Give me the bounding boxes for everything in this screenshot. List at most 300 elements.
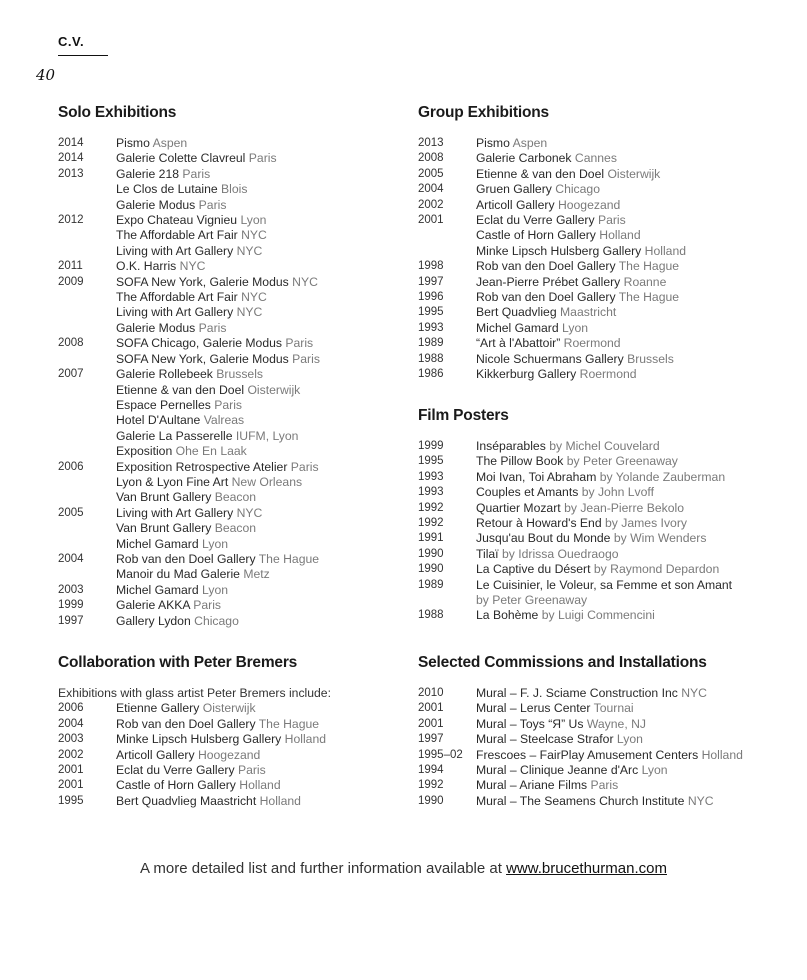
entry-location: by Peter Greenaway — [566, 454, 678, 469]
entry-text — [116, 567, 398, 582]
list-item — [418, 608, 788, 623]
entry-text — [476, 213, 788, 228]
list-item — [418, 275, 788, 290]
entry-name: Manoir du Mad Galerie — [116, 567, 240, 582]
entry-year: 2004 — [418, 183, 444, 196]
entry-year: 2006 — [58, 460, 84, 473]
entry-text — [116, 794, 398, 809]
list-item — [58, 151, 398, 166]
entry-year: 1995–02 — [418, 748, 463, 761]
entry-text — [116, 213, 398, 228]
entry-year — [58, 398, 116, 413]
entry-year: 1988 — [418, 352, 444, 365]
entry-name: Galerie Carbonek — [476, 151, 572, 166]
entry-text — [116, 521, 398, 536]
solo-exhibitions-section — [58, 104, 398, 629]
entry-text — [116, 552, 398, 567]
entry-name: The Pillow Book — [476, 454, 564, 469]
section-title: Film Posters — [418, 407, 509, 424]
entry-year: 1988 — [418, 609, 444, 622]
entry-text — [116, 244, 398, 259]
list-item — [418, 501, 788, 516]
entry-year: 1986 — [418, 368, 444, 381]
section-title: Solo Exhibitions — [58, 104, 177, 121]
entry-text — [116, 732, 398, 747]
entry-name: Jusqu'au Bout du Monde — [476, 531, 611, 546]
entry-location: Lyon — [616, 732, 643, 747]
entry-text — [476, 290, 788, 305]
entry-text — [116, 444, 398, 459]
entry-text — [116, 475, 398, 490]
list-item — [58, 367, 398, 382]
entry-location: Lyon — [202, 536, 229, 551]
entry-location: NYC — [236, 305, 263, 320]
list-item — [418, 228, 788, 243]
entry-name: Living with Art Gallery — [116, 243, 234, 258]
entry-location: NYC — [241, 290, 267, 305]
entry-name: Mural – The Seamens Church Institute — [476, 793, 685, 808]
entry-location: The Hague — [258, 716, 320, 731]
entry-location: Lyon — [641, 763, 668, 778]
entry-location: by Luigi Commencini — [541, 608, 655, 623]
entry-year: 1995 — [58, 794, 84, 807]
entry-year — [58, 321, 116, 336]
entry-text — [116, 717, 398, 732]
entry-name: Nicole Schuermans Gallery — [476, 351, 624, 366]
entry-year — [58, 475, 116, 490]
entry-text — [116, 490, 398, 505]
list-item — [418, 352, 788, 367]
entry-text — [116, 763, 398, 778]
list-item — [58, 763, 398, 778]
list-item — [418, 732, 788, 747]
entry-text — [116, 748, 398, 763]
entry-text — [476, 732, 788, 747]
entry-name: Hotel D'Aultane — [116, 413, 201, 428]
entry-text — [116, 182, 398, 197]
entry-name: Minke Lipsch Hulsberg Gallery — [116, 732, 282, 747]
entry-name: Galerie Modus — [116, 320, 196, 335]
entry-year: 2014 — [58, 137, 84, 149]
entry-name: Michel Gamard — [116, 536, 199, 551]
entry-name: Eclat du Verre Gallery — [116, 763, 235, 778]
entry-year — [418, 244, 476, 259]
entry-name: Le Clos de Lutaine — [116, 182, 218, 197]
entry-text — [116, 598, 398, 613]
entry-name: Jean-Pierre Prébet Gallery — [476, 274, 621, 289]
entry-location: by Idrissa Ouedraogo — [501, 546, 619, 561]
entry-text — [116, 167, 398, 182]
entry-year: 1997 — [418, 733, 444, 746]
list-item — [58, 490, 398, 505]
entry-text — [116, 614, 398, 629]
entry-text — [476, 198, 788, 213]
list-item — [418, 717, 788, 732]
entry-location: by Michel Couvelard — [549, 439, 660, 453]
entry-location: The Hague — [618, 290, 680, 305]
list-item — [418, 336, 788, 351]
entry-text — [476, 275, 788, 290]
entry-location: Holland — [284, 732, 327, 747]
entry-text — [116, 151, 398, 166]
entry-location: NYC — [292, 274, 318, 289]
entry-year: 2011 — [58, 260, 83, 273]
entry-year: 1999 — [58, 599, 84, 612]
entry-name: La Captive du Désert — [476, 562, 591, 577]
entry-year: 2008 — [418, 152, 444, 165]
entry-location: Paris — [198, 320, 227, 335]
list-item — [58, 259, 398, 274]
entry-year: 1991 — [418, 532, 444, 545]
list-item — [58, 537, 398, 552]
entry-location: NYC — [681, 686, 707, 700]
list-item — [58, 567, 398, 582]
entry-location: Wayne, NJ — [586, 716, 646, 731]
section-title: Selected Commissions and Installations — [418, 654, 707, 671]
entry-name: Galerie Rollebeek — [116, 367, 213, 382]
entry-name: Gruen Gallery — [476, 182, 552, 197]
entry-name: Exposition Retrospective Atelier — [116, 459, 288, 474]
entry-text — [476, 717, 788, 732]
list-item — [58, 213, 398, 228]
entry-text — [476, 547, 788, 562]
list-item — [418, 547, 788, 562]
entry-name: Eclat du Verre Gallery — [476, 213, 595, 228]
list-item — [58, 398, 398, 413]
list-item — [58, 305, 398, 320]
entry-location: Hoogezand — [197, 747, 261, 762]
entry-location: by Peter Greenaway — [476, 593, 588, 608]
cv-underline — [58, 55, 108, 56]
entry-text — [116, 429, 398, 444]
entry-text — [116, 383, 398, 398]
list-item — [58, 778, 398, 793]
entry-year: 1999 — [418, 440, 444, 452]
footer-text: A more detailed list and further information available at — [140, 860, 502, 877]
entry-name: Minke Lipsch Hulsberg Gallery — [476, 243, 642, 258]
entry-text — [116, 367, 398, 382]
entry-text — [476, 501, 788, 516]
entry-year: 1989 — [418, 337, 444, 350]
entry-text — [476, 259, 788, 274]
list-item — [58, 552, 398, 567]
entry-location: Paris — [248, 151, 277, 166]
entry-name: O.K. Harris — [116, 259, 177, 274]
entry-year — [418, 228, 476, 243]
entry-location: Paris — [285, 336, 314, 351]
list-item — [58, 383, 398, 398]
entry-year — [58, 198, 116, 213]
entry-text — [116, 701, 398, 716]
entry-year — [58, 567, 116, 582]
entry-name: Mural – Lerus Center — [476, 701, 591, 716]
entry-year: 2014 — [58, 152, 84, 165]
entry-location: Holland — [644, 243, 687, 258]
list-item — [58, 506, 398, 521]
cv-label: C.V. — [58, 34, 85, 49]
entry-location: Paris — [292, 351, 320, 366]
list-item — [418, 748, 788, 763]
entry-name: Mural – F. J. Sciame Construction Inc — [476, 686, 678, 700]
entry-name: Galerie 218 — [116, 166, 180, 181]
entry-name: Frescoes – FairPlay Amusement Centers — [476, 747, 699, 762]
entry-year — [58, 521, 116, 536]
list-item — [418, 701, 788, 716]
entry-year: 2010 — [418, 687, 444, 699]
entry-year: 2004 — [58, 552, 84, 565]
entry-text — [476, 352, 788, 367]
entry-location: IUFM, Lyon — [235, 428, 299, 443]
list-item — [418, 794, 788, 809]
list-item — [418, 290, 788, 305]
entry-text — [116, 778, 398, 793]
entry-name: Michel Gamard — [476, 320, 559, 335]
list-item — [58, 583, 398, 598]
list-item — [58, 732, 398, 747]
entry-text — [476, 336, 788, 351]
section-title: Collaboration with Peter Bremers — [58, 654, 298, 671]
entry-name: Inséparables — [476, 439, 546, 453]
entry-location: Roermond — [579, 367, 637, 382]
entry-year: 2009 — [58, 275, 84, 288]
entry-year — [58, 429, 116, 444]
list-item — [58, 701, 398, 716]
entry-name: Living with Art Gallery — [116, 505, 234, 520]
list-item — [58, 614, 398, 629]
entry-year: 1993 — [418, 470, 444, 483]
entry-name: Rob van den Doel Gallery — [116, 551, 256, 566]
entry-text — [476, 485, 788, 500]
entry-location: Blois — [221, 182, 248, 197]
list-item — [58, 748, 398, 763]
entry-year — [58, 182, 116, 197]
list-item — [418, 562, 788, 577]
entry-name: Le Cuisinier, le Voleur, sa Femme et son Amant — [476, 577, 733, 592]
website-link[interactable]: www.brucethurman.com — [506, 860, 667, 877]
entry-location: Lyon — [202, 582, 229, 597]
entry-name: The Affordable Art Fair — [116, 290, 238, 305]
entry-text — [476, 763, 788, 778]
entry-location: by Jean-Pierre Bekolo — [564, 500, 684, 515]
entry-name: Kikkerburg Gallery — [476, 367, 577, 382]
entry-location: Paris — [182, 166, 211, 181]
entry-location: NYC — [236, 505, 263, 520]
entry-location: by James Ivory — [605, 516, 687, 531]
entry-text — [116, 136, 398, 151]
list-item — [418, 167, 788, 182]
entry-location: Oisterwijk — [607, 166, 661, 181]
list-item — [418, 136, 788, 151]
entry-name: Gallery Lydon — [116, 613, 191, 628]
entry-year — [58, 537, 116, 552]
entry-year: 2006 — [58, 702, 84, 715]
entry-year: 1989 — [418, 578, 444, 591]
list-item — [418, 578, 788, 593]
list-item — [58, 290, 398, 305]
entry-location: Paris — [193, 598, 222, 613]
entry-location: Holland — [599, 228, 641, 243]
list-item — [418, 151, 788, 166]
list-item — [418, 259, 788, 274]
entry-text — [116, 537, 398, 552]
entry-location: Maastricht — [560, 305, 617, 320]
entry-name: Etienne & van den Doel — [116, 382, 245, 397]
entry-text — [116, 275, 398, 290]
entry-location: by Raymond Depardon — [593, 562, 720, 577]
entry-name: Moi Ivan, Toi Abraham — [476, 469, 597, 484]
list-item — [418, 516, 788, 531]
entry-year: 2001 — [58, 779, 84, 792]
entry-text — [476, 136, 788, 151]
list-item — [418, 485, 788, 500]
entry-year: 2001 — [418, 214, 444, 227]
entry-year: 1990 — [418, 794, 444, 807]
entry-location: NYC — [179, 259, 206, 274]
entry-name: Rob van den Doel Gallery — [476, 290, 616, 305]
entry-name: SOFA Chicago, Galerie Modus — [116, 336, 282, 351]
entry-text — [116, 290, 398, 305]
list-item — [418, 593, 788, 608]
entry-location: Chicago — [555, 182, 600, 197]
entry-text — [476, 794, 788, 809]
list-item — [58, 413, 398, 428]
entry-text — [116, 398, 398, 413]
entry-year — [58, 290, 116, 305]
entry-text — [476, 305, 788, 320]
list-item — [418, 470, 788, 485]
entry-text — [476, 778, 788, 793]
entry-location: Oisterwijk — [202, 701, 256, 716]
list-item — [58, 352, 398, 367]
entry-text — [476, 244, 788, 259]
list-item — [418, 213, 788, 228]
entry-location: Cannes — [574, 151, 617, 166]
entry-year: 1992 — [418, 517, 444, 530]
entry-location: Brussels — [216, 367, 264, 382]
list-item — [58, 275, 398, 290]
entry-location: Paris — [214, 397, 243, 412]
entry-name: Rob van den Doel Gallery — [476, 259, 616, 274]
entry-location: Aspen — [512, 136, 548, 150]
film-posters-section — [418, 407, 788, 624]
entry-year — [58, 228, 116, 243]
entry-name: Couples et Amants — [476, 485, 579, 500]
entry-name: Etienne & van den Doel — [476, 166, 605, 181]
list-item — [58, 460, 398, 475]
group-exhibitions-section — [418, 104, 788, 383]
entry-text — [476, 439, 788, 454]
entry-year: 2005 — [418, 167, 444, 180]
entry-location: Paris — [290, 459, 319, 474]
entry-year: 2003 — [58, 583, 84, 596]
entry-text — [476, 578, 788, 593]
entry-text — [116, 352, 398, 367]
list-item — [58, 598, 398, 613]
entry-year: 2002 — [58, 748, 84, 761]
entry-text — [476, 367, 788, 382]
entry-name: Pismo — [476, 136, 510, 150]
list-item — [418, 321, 788, 336]
entry-name: Galerie La Passerelle — [116, 428, 233, 443]
list-item — [418, 182, 788, 197]
list-item — [418, 763, 788, 778]
list-item — [418, 439, 788, 454]
entry-name: Pismo — [116, 136, 150, 150]
entry-year: 1990 — [418, 547, 444, 560]
list-item — [58, 136, 398, 151]
entry-location: Chicago — [194, 613, 239, 628]
list-item — [58, 444, 398, 459]
entry-name: SOFA New York, Galerie Modus — [116, 274, 289, 289]
list-item — [58, 475, 398, 490]
entry-year: 2012 — [58, 214, 84, 227]
entry-location: Paris — [237, 763, 266, 778]
entry-year: 1995 — [418, 455, 444, 468]
entry-year: 1994 — [418, 764, 444, 777]
entry-text — [116, 321, 398, 336]
entry-year: 1997 — [418, 275, 444, 288]
entry-text — [476, 454, 788, 469]
entry-location: Lyon — [240, 213, 267, 228]
entry-location: Holland — [701, 747, 743, 762]
entry-year: 2001 — [418, 702, 444, 715]
entry-location: Holland — [259, 793, 301, 808]
list-item — [58, 182, 398, 197]
list-item — [58, 244, 398, 259]
entry-location: NYC — [241, 228, 267, 243]
entry-name: La Bohème — [476, 608, 539, 623]
entry-name: Articoll Gallery — [116, 747, 195, 762]
entry-name: Tilaï — [476, 546, 499, 561]
entry-text — [476, 593, 788, 608]
entry-location: New Orleans — [231, 474, 303, 489]
entry-year — [58, 383, 116, 398]
entry-text — [116, 305, 398, 320]
list-item — [58, 521, 398, 536]
entry-location: Tournai — [593, 701, 634, 716]
collaboration-intro: Exhibitions with glass artist Peter Bremers include: — [58, 686, 331, 700]
entry-year — [58, 444, 116, 459]
entry-year: 2002 — [418, 198, 444, 211]
entry-location: Brussels — [627, 351, 674, 366]
entry-name: Galerie Modus — [116, 197, 196, 212]
entry-location: Oisterwijk — [247, 382, 301, 397]
entry-name: Retour à Howard's End — [476, 516, 602, 531]
entry-text — [476, 167, 788, 182]
page-number: 40 — [36, 66, 56, 84]
entry-location: The Hague — [258, 551, 320, 566]
entry-year — [58, 413, 116, 428]
entry-year: 2013 — [58, 167, 84, 180]
entry-year: 2008 — [58, 337, 84, 350]
list-item — [58, 717, 398, 732]
entry-text — [476, 151, 788, 166]
entry-name: SOFA New York, Galerie Modus — [116, 351, 289, 366]
entry-text — [116, 506, 398, 521]
entry-name: Expo Chateau Vignieu — [116, 213, 238, 228]
entry-text — [116, 460, 398, 475]
entry-location: Paris — [198, 197, 227, 212]
entry-location: Metz — [243, 567, 270, 582]
collaboration-section — [58, 654, 398, 809]
entry-year: 1995 — [418, 306, 444, 319]
entry-year: 2004 — [58, 717, 84, 730]
entry-location: Lyon — [562, 320, 589, 335]
entry-name: Rob van den Doel Gallery — [116, 716, 256, 731]
entry-year: 2001 — [418, 717, 444, 730]
entry-location: NYC — [236, 243, 263, 258]
entry-text — [476, 182, 788, 197]
